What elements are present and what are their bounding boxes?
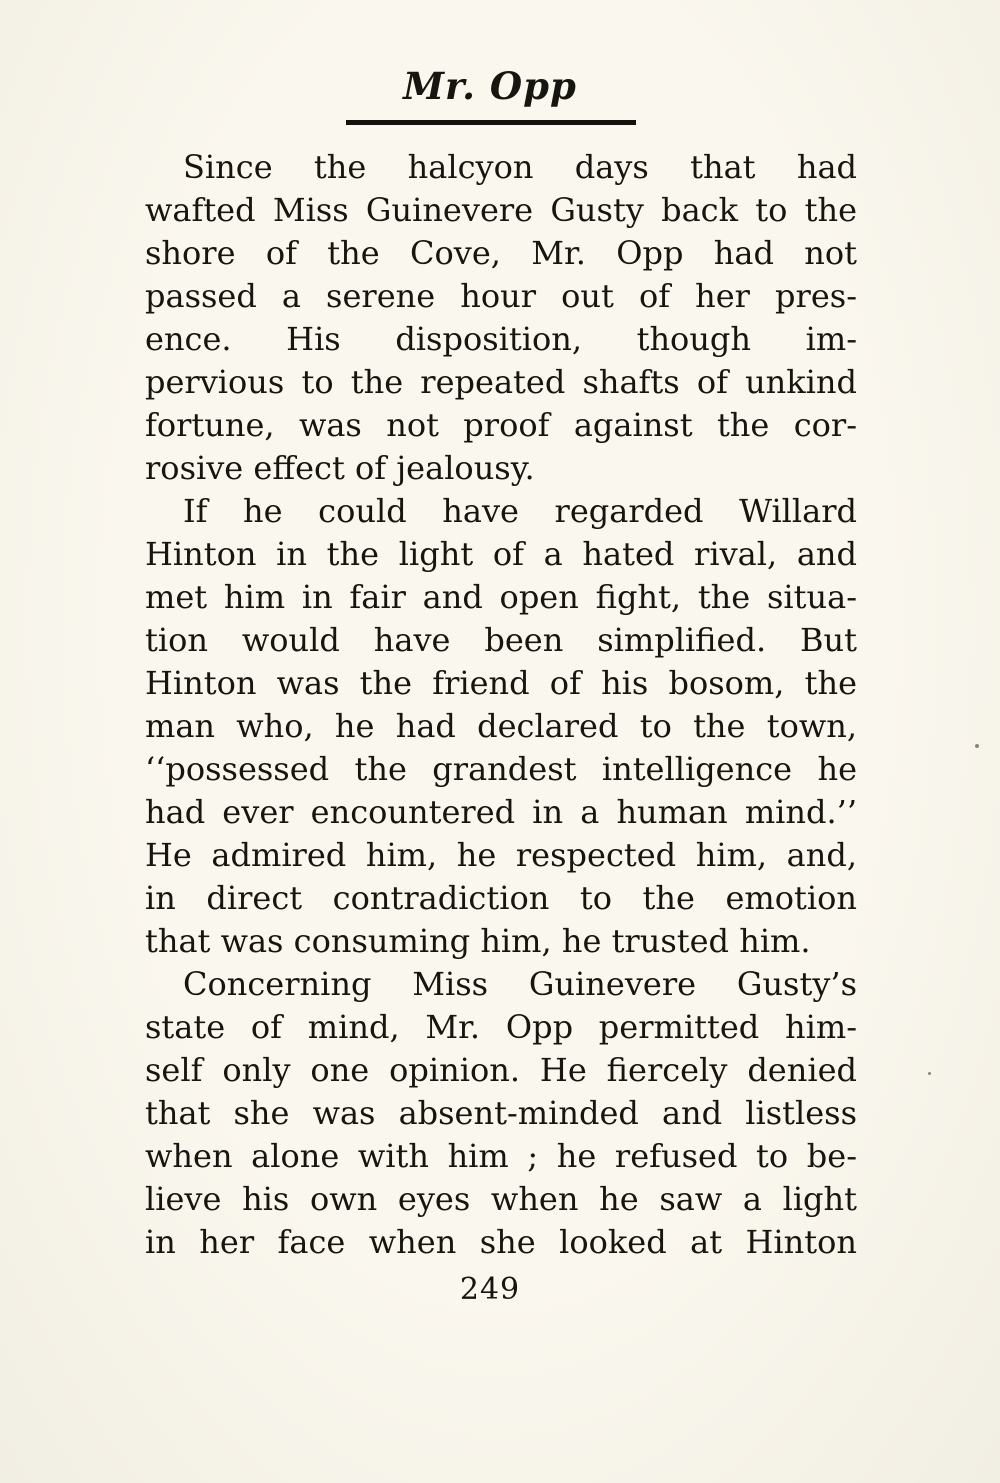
text-line: when alone with him ; he refused to be- bbox=[145, 1137, 857, 1175]
text-line: ence. His disposition, though im- bbox=[145, 320, 857, 358]
text-line: If he could have regarded Willard bbox=[183, 492, 857, 530]
page-footer bbox=[0, 1272, 980, 1307]
scan-speck bbox=[975, 744, 979, 748]
text-line: had ever encountered in a human mind.’’ bbox=[145, 793, 857, 831]
text-line: ‘‘possessed the grandest intelligence he bbox=[145, 750, 857, 788]
text-line: lieve his own eyes when he saw a light bbox=[145, 1180, 857, 1218]
text-line: pervious to the repeated shafts of unkind bbox=[145, 363, 857, 401]
text-line: shore of the Cove, Mr. Opp had not bbox=[145, 234, 857, 272]
text-line: Hinton was the friend of his bosom, the bbox=[145, 664, 857, 702]
text-line: met him in fair and open fight, the situa- bbox=[145, 578, 857, 616]
header-rule bbox=[346, 120, 636, 125]
text-line: Concerning Miss Guinevere Gusty’s bbox=[183, 965, 857, 1003]
text-line: self only one opinion. He fiercely denied bbox=[145, 1051, 857, 1089]
paragraph bbox=[145, 963, 857, 1264]
text-line: Hinton in the light of a hated rival, and bbox=[145, 535, 857, 573]
text-line: fortune, was not proof against the cor- bbox=[145, 406, 857, 444]
text-line: passed a serene hour out of her pres- bbox=[145, 277, 857, 315]
page-number: 249 bbox=[459, 1272, 521, 1307]
text-line: He admired him, he respected him, and, bbox=[145, 836, 857, 874]
text-line: in her face when she looked at Hinton bbox=[145, 1223, 857, 1261]
text-line: rosive effect of jealousy. bbox=[145, 449, 535, 487]
text-line: Since the halcyon days that had bbox=[183, 148, 857, 186]
text-line: wafted Miss Guinevere Gusty back to the bbox=[145, 191, 857, 229]
running-header bbox=[0, 64, 980, 108]
scan-speck bbox=[928, 1072, 931, 1075]
page-header-title: Mr. Opp bbox=[403, 64, 577, 108]
text-line: that was consuming him, he trusted him. bbox=[145, 922, 811, 960]
text-line: state of mind, Mr. Opp permitted him- bbox=[145, 1008, 857, 1046]
page-body bbox=[145, 146, 857, 1264]
text-line: that she was absent-minded and listless bbox=[145, 1094, 857, 1132]
paragraph bbox=[145, 146, 857, 490]
text-line: in direct contradiction to the emotion bbox=[145, 879, 857, 917]
text-line: tion would have been simplified. But bbox=[145, 621, 857, 659]
text-line: man who, he had declared to the town, bbox=[145, 707, 857, 745]
paragraph bbox=[145, 490, 857, 963]
